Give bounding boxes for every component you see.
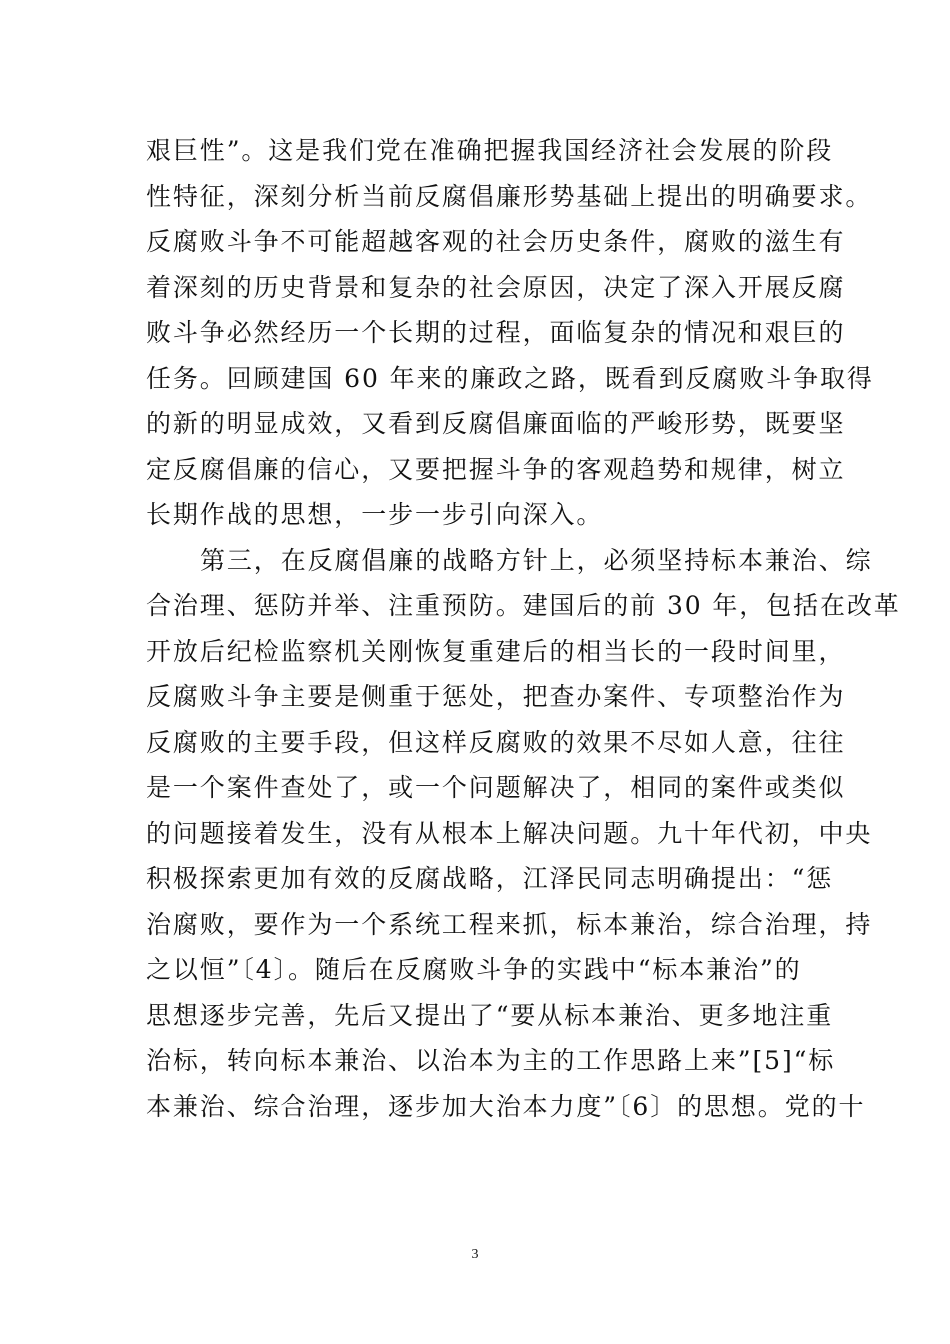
text-line: 开放后纪检监察机关刚恢复重建后的相当长的一段时间里，: [146, 636, 846, 666]
text-line: 的新的明显成效，又看到反腐倡廉面临的严峻形势，既要坚: [146, 409, 846, 438]
text-line: 任务。回顾建国 60 年来的廉政之路，既看到反腐败斗争取得: [146, 363, 874, 393]
text-line: 性特征，深刻分析当前反腐倡廉形势基础上提出的明确要求。: [146, 181, 873, 211]
page-number: 3: [471, 1247, 479, 1262]
text-line: 的问题接着发生，没有从根本上解决问题。九十年代初，中央: [146, 818, 873, 848]
text-line: 治标，转向标本兼治、以治本为主的工作思路上来”[5]“标: [146, 1046, 836, 1075]
text-line: 治腐败，要作为一个系统工程来抓，标本兼治，综合治理，持: [146, 909, 873, 939]
text-line: 之以恒”〔4〕。随后在反腐败斗争的实践中“标本兼治”的: [146, 955, 802, 984]
text-line: 败斗争必然经历一个长期的过程，面临复杂的情况和艰巨的: [146, 318, 846, 347]
text-line: 是一个案件查处了，或一个问题解决了，相同的案件或类似: [146, 773, 846, 802]
text-line: 思想逐步完善，先后又提出了“要从标本兼治、更多地注重: [146, 1000, 834, 1030]
text-line: 反腐败的主要手段，但这样反腐败的效果不尽如人意，往往: [146, 727, 846, 757]
text-line: 积极探索更加有效的反腐战略，江泽民同志明确提出：“惩: [146, 864, 834, 893]
text-line: 艰巨性”。这是我们党在准确把握我国经济社会发展的阶段: [146, 136, 834, 165]
text-line: 反腐败斗争不可能超越客观的社会历史条件，腐败的滋生有: [146, 227, 846, 256]
text-line: 定反腐倡廉的信心，又要把握斗争的客观趋势和规律，树立: [146, 454, 846, 484]
body-text: [146, 128, 901, 1129]
text-line: 本兼治、综合治理，逐步加大治本力度”〔6〕的思想。党的十: [146, 1091, 866, 1121]
text-line: 长期作战的思想，一步一步引向深入。: [146, 500, 604, 529]
text-line: 合治理、惩防并举、注重预防。建国后的前 30 年，包括在改革: [146, 591, 901, 620]
text-line: 反腐败斗争主要是侧重于惩处，把查办案件、专项整治作为: [146, 682, 846, 711]
text-line: 着深刻的历史背景和复杂的社会原因，决定了深入开展反腐: [146, 272, 846, 302]
paragraph-first-line: 第三，在反腐倡廉的战略方针上，必须坚持标本兼治、综: [200, 545, 873, 575]
